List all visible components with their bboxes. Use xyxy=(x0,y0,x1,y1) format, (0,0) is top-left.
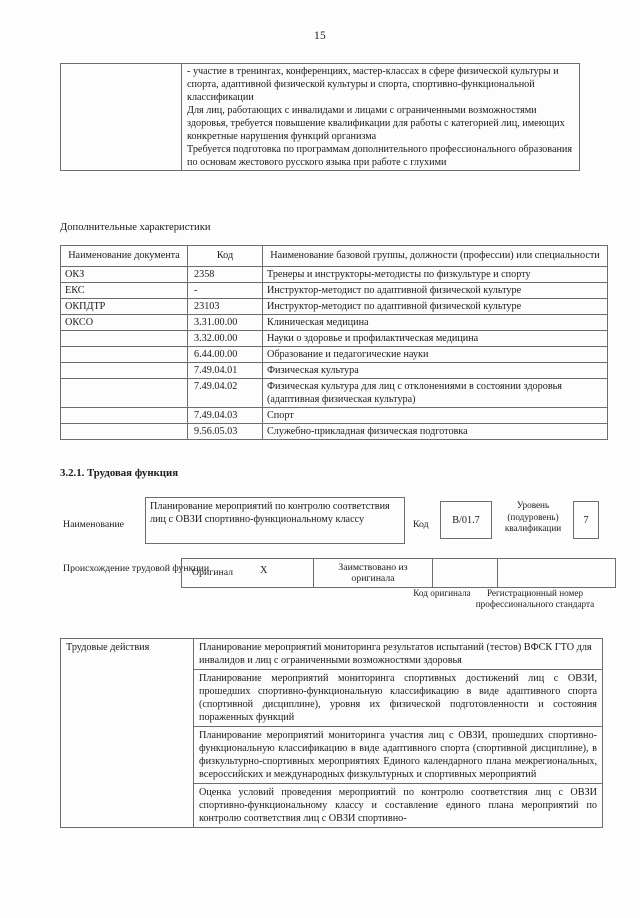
function-name-box[interactable]: Планирование мероприятий по контролю соответствия лиц с ОВЗИ спортивно-функциональному классу xyxy=(145,497,405,544)
labor-actions-title: Трудовые действия xyxy=(61,639,194,828)
label-function-code: Код xyxy=(413,519,429,530)
origin-original-mark: X xyxy=(260,565,268,576)
labor-actions-table xyxy=(60,638,603,828)
cell-code: 9.56.05.03 xyxy=(188,423,263,439)
additional-characteristics-caption: Дополнительные характеристики xyxy=(60,222,211,233)
labor-action-item: Планирование мероприятий мониторинга спортивных достижений лиц с ОВЗИ, прошедших спортивно-функциональную классификацию в виде адаптивного спорта (спортивной дисциплине), уровня их физической подготовленности и состояния пораженных функций xyxy=(194,670,603,727)
cell-document xyxy=(61,346,188,362)
cell-document xyxy=(61,378,188,407)
function-code-box[interactable]: B/01.7 xyxy=(440,501,492,539)
header-code: Код xyxy=(188,246,263,267)
qualification-level-box[interactable]: 7 xyxy=(573,501,599,539)
header-document-name: Наименование документа xyxy=(61,246,188,267)
origin-table xyxy=(181,558,616,588)
cell-document: ОКСО xyxy=(61,314,188,330)
cell-document xyxy=(61,362,188,378)
origin-code-cell[interactable] xyxy=(433,559,498,588)
table-row xyxy=(61,298,608,314)
origin-registration-number-cell[interactable] xyxy=(498,559,616,588)
cell-document xyxy=(61,407,188,423)
cell-name: Спорт xyxy=(263,407,608,423)
cell-code: 3.31.00.00 xyxy=(188,314,263,330)
page-number: 15 xyxy=(314,30,326,42)
cell-code: 7.49.04.03 xyxy=(188,407,263,423)
origin-borrowed-cell[interactable]: Заимствовано из оригинала xyxy=(314,559,433,588)
cell-name: Тренеры и инструкторы-методисты по физкультуре и спорту xyxy=(263,266,608,282)
cell-code: 23103 xyxy=(188,298,263,314)
cell-document: ОКПДТР xyxy=(61,298,188,314)
table-row xyxy=(61,407,608,423)
continuation-left-cell xyxy=(61,64,182,171)
continuation-paragraph-1: - участие в тренингах, конференциях, мастер-классах в сфере физической культуры и спорта, адаптивной физической культуры и спорта, спортивно-функциональной классификации xyxy=(187,66,559,103)
section-heading-labor-function: 3.2.1. Трудовая функция xyxy=(60,467,179,479)
label-function-name: Наименование xyxy=(63,519,125,530)
table-row xyxy=(61,314,608,330)
table-row xyxy=(61,64,580,171)
cell-name: Служебно-прикладная физическая подготовка xyxy=(263,423,608,439)
cell-name: Инструктор-методист по адаптивной физической культуре xyxy=(263,298,608,314)
cell-document: ОКЗ xyxy=(61,266,188,282)
cell-name: Физическая культура для лиц с отклонениями в состоянии здоровья (адаптивная физическая культура) xyxy=(263,378,608,407)
cell-code: 7.49.04.02 xyxy=(188,378,263,407)
cell-document xyxy=(61,423,188,439)
label-origin-of-function: Происхождение трудовой функции xyxy=(63,563,210,574)
header-base-group: Наименование базовой группы, должности (профессии) или специальности xyxy=(263,246,608,267)
continuation-table xyxy=(60,63,580,171)
table-row xyxy=(61,362,608,378)
cell-document xyxy=(61,330,188,346)
table-row xyxy=(61,330,608,346)
cell-name: Клиническая медицина xyxy=(263,314,608,330)
table-row xyxy=(61,346,608,362)
origin-original-cell[interactable] xyxy=(182,559,314,588)
table-row xyxy=(61,639,603,670)
cell-name: Инструктор-методист по адаптивной физической культуре xyxy=(263,282,608,298)
cell-code: 2358 xyxy=(188,266,263,282)
continuation-body-cell xyxy=(182,64,580,171)
table-row xyxy=(182,559,616,588)
table-row xyxy=(61,423,608,439)
cell-code: 6.44.00.00 xyxy=(188,346,263,362)
caption-registration-number: Регистрационный номер профессионального стандарта xyxy=(475,588,595,610)
cell-document: ЕКС xyxy=(61,282,188,298)
table-row xyxy=(61,378,608,407)
table-header-row xyxy=(61,246,608,267)
cell-code: 7.49.04.01 xyxy=(188,362,263,378)
origin-original-label: Оригинал xyxy=(192,567,234,579)
cell-name: Науки о здоровье и профилактическая медицина xyxy=(263,330,608,346)
caption-code-of-original: Код оригинала xyxy=(413,588,471,598)
labor-action-item: Планирование мероприятий мониторинга участия лиц с ОВЗИ, прошедших спортивно-функциональную классификацию в виде адаптивного спорта (спортивной дисциплине), в физкультурно-спортивных мероприятиях Единого календарного плана межрегиональных, всероссийских и международных физкультурных и спортивных мероприятий xyxy=(194,727,603,784)
additional-characteristics-table xyxy=(60,245,608,440)
continuation-paragraph-2: Для лиц, работающих с инвалидами и лицами с ограниченными возможностями здоровья, требуется повышение квалификации для работы с категорией лиц, имеющих конкретные нарушения функций организма xyxy=(187,105,565,142)
labor-action-item: Планирование мероприятий мониторинга результатов испытаний (тестов) ВФСК ГТО для инвалидов и лиц с ограниченными возможностями здоровья xyxy=(194,639,603,670)
labor-action-item: Оценка условий проведения мероприятий по контролю соответствия лиц с ОВЗИ спортивно-функциональному классу и составление единого плана мероприятий по контролю соответствия лиц с ОВЗИ спортивно- xyxy=(194,784,603,828)
cell-code: 3.32.00.00 xyxy=(188,330,263,346)
cell-code: - xyxy=(188,282,263,298)
continuation-paragraph-3: Требуется подготовка по программам дополнительного профессионального образования по основам жестового русского языка при работе с глухими xyxy=(187,144,573,168)
table-row xyxy=(61,282,608,298)
cell-name: Физическая культура xyxy=(263,362,608,378)
table-row xyxy=(61,266,608,282)
cell-name: Образование и педагогические науки xyxy=(263,346,608,362)
label-qualification-level: Уровень (подуровень) квалификации xyxy=(504,500,562,533)
